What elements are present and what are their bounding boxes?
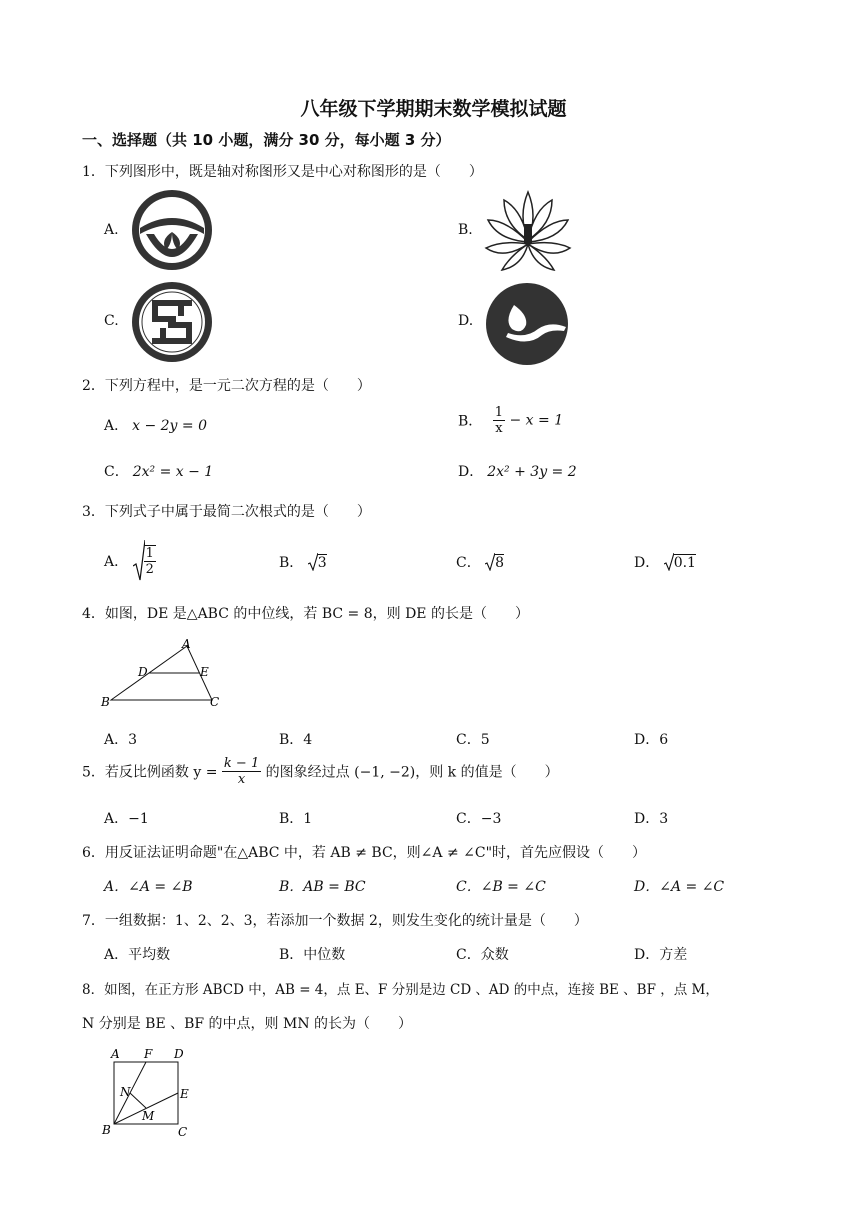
q5-option-a: A．−1	[104, 811, 149, 827]
square-label-e: E	[180, 1087, 189, 1101]
q2-option-d-expr: 2x² + 3y = 2	[487, 464, 577, 480]
q2-option-b	[458, 405, 563, 436]
q1-option-d-label: D.	[458, 313, 474, 329]
q2-option-b-label: B．	[458, 413, 483, 430]
q2-option-a	[104, 415, 207, 435]
question-8-stem-line1: 8．如图，在正方形 ABCD 中，AB = 4，点 E、F 分别是边 CD 、AD 的中点，连接 BE 、BF ，点 M，	[82, 982, 719, 998]
question-5-stem	[82, 756, 559, 787]
question-1-stem: 1．下列图形中，既是轴对称图形又是中心对称图形的是（ ）	[82, 164, 483, 180]
q6-option-a: A．∠A = ∠B	[104, 879, 193, 895]
triangle-label-c: C	[210, 695, 220, 709]
section-heading: 一、选择题（共 10 小题，满分 30 分，每小题 3 分）	[82, 131, 451, 149]
q7-option-c: C．众数	[456, 947, 509, 963]
q7-option-a: A．平均数	[104, 947, 171, 963]
q2-option-b-numerator: 1	[494, 405, 504, 420]
square-label-b: B	[102, 1123, 111, 1137]
q2-option-b-rest: − x = 1	[509, 412, 564, 429]
logo-d-figure	[484, 281, 570, 367]
q5-stem-pre: 5．若反比例函数 y =	[82, 764, 218, 781]
q3-option-d-label: D．	[634, 555, 660, 571]
q2-option-b-denominator: x	[495, 421, 503, 436]
q4-option-a: A．3	[104, 732, 138, 748]
q3-option-d-radicand: 0.1	[673, 555, 696, 571]
page-title: 八年级下学期期末数学模拟试题	[300, 98, 567, 120]
q3-option-a-label: A．	[104, 554, 129, 570]
square-figure	[100, 1044, 200, 1140]
square-label-n: N	[120, 1085, 131, 1099]
q3-option-b-radicand: 3	[317, 555, 327, 571]
q4-option-b: B．4	[279, 732, 313, 748]
q3-option-c	[456, 552, 504, 572]
triangle-label-a: A	[182, 637, 191, 651]
radical-sign-icon	[308, 553, 318, 571]
q2-option-c	[104, 461, 213, 481]
square-label-d: D	[174, 1047, 184, 1061]
square-label-c: C	[178, 1125, 188, 1139]
square-label-a: A	[111, 1047, 120, 1061]
radical-sign-icon	[664, 553, 674, 571]
question-2-stem: 2．下列方程中，是一元二次方程的是（ ）	[82, 378, 371, 394]
q5-numerator: k − 1	[223, 756, 260, 771]
q2-option-a-label: A．	[104, 418, 129, 434]
triangle-label-e: E	[200, 665, 209, 679]
q3-option-a	[104, 540, 156, 582]
q3-option-b	[279, 552, 327, 572]
logo-c-figure	[130, 280, 214, 364]
q1-option-a-label: A.	[104, 222, 119, 238]
q3-option-a-numerator: 1	[145, 546, 154, 561]
logo-a-figure	[130, 188, 214, 272]
q5-option-c: C．−3	[456, 811, 502, 827]
q2-option-a-expr: x − 2y = 0	[132, 418, 208, 434]
q6-option-b: B．AB = BC	[279, 879, 366, 895]
q2-option-c-label: C．	[104, 464, 129, 480]
q1-option-c-label: C.	[104, 313, 119, 329]
square-label-m: M	[142, 1109, 155, 1123]
q3-option-a-denominator: 2	[145, 562, 154, 577]
question-4-stem: 4．如图，DE 是△ABC 的中位线，若 BC = 8，则 DE 的长是（ ）	[82, 606, 529, 622]
q4-option-c: C．5	[456, 732, 490, 748]
q5-fraction	[222, 756, 261, 787]
q7-option-d: D．方差	[634, 947, 688, 963]
logo-b-figure	[482, 186, 574, 274]
radical-sign-icon	[485, 553, 495, 571]
q3-option-d	[634, 552, 696, 572]
question-6-stem: 6．用反证法证明命题"在△ABC 中，若 AB ≠ BC，则∠A ≠ ∠C"时，首先应假设（ ）	[82, 845, 647, 861]
q3-option-a-fraction	[144, 545, 156, 577]
q5-stem-post: 的图象经过点 (−1, −2)，则 k 的值是（ ）	[265, 764, 559, 781]
square-label-f: F	[144, 1047, 153, 1061]
q1-option-b-label: B.	[458, 222, 473, 238]
q2-option-d	[458, 461, 577, 481]
q5-denominator: x	[237, 772, 246, 787]
q3-option-c-label: C．	[456, 555, 481, 571]
question-8-stem-line2: N 分别是 BE 、BF 的中点，则 MN 的长为（ ）	[82, 1016, 413, 1032]
question-3-stem: 3．下列式子中属于最简二次根式的是（ ）	[82, 504, 371, 520]
q5-option-d: D．3	[634, 811, 669, 827]
q3-option-c-radicand: 8	[495, 555, 505, 571]
q2-option-b-fraction	[493, 405, 505, 436]
q3-option-b-label: B．	[279, 555, 304, 571]
q2-option-c-expr: 2x² = x − 1	[132, 464, 214, 480]
triangle-figure	[100, 636, 230, 712]
triangle-label-b: B	[101, 695, 110, 709]
q4-option-d: D．6	[634, 732, 669, 748]
q6-option-d: D．∠A = ∠C	[634, 879, 725, 895]
q2-option-d-label: D．	[458, 464, 484, 480]
question-7-stem: 7．一组数据：1、2、2、3，若添加一个数据 2，则发生变化的统计量是（ ）	[82, 913, 588, 929]
q5-option-b: B．1	[279, 811, 313, 827]
q7-option-b: B．中位数	[279, 947, 346, 963]
q6-option-c: C．∠B = ∠C	[456, 879, 546, 895]
triangle-label-d: D	[138, 665, 148, 679]
